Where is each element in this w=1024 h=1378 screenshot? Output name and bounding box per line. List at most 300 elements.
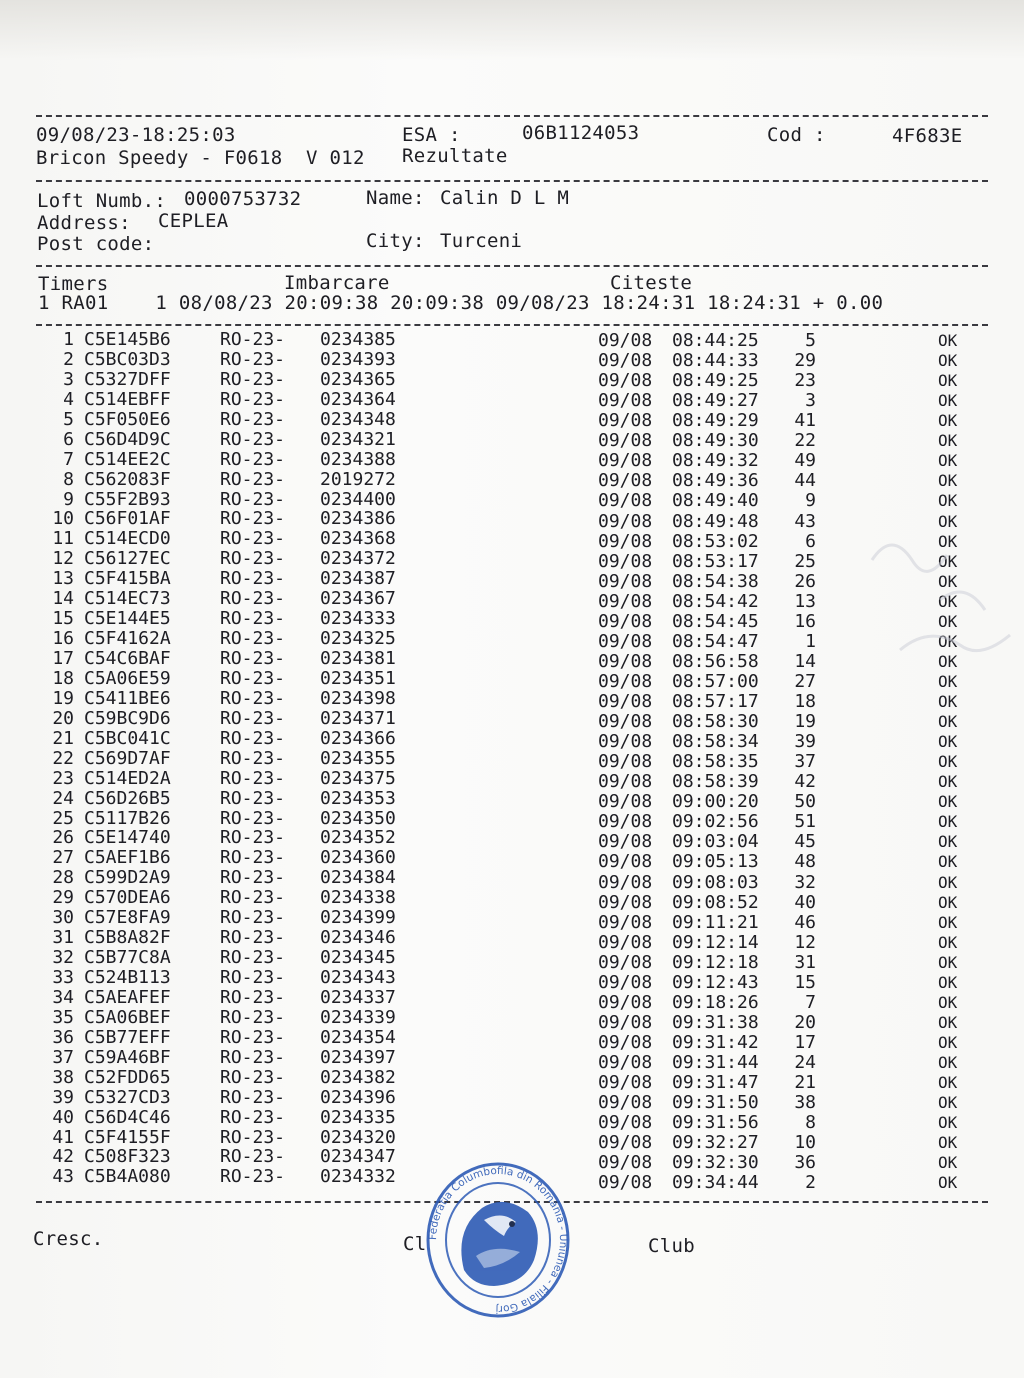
- table-row: [0, 608, 1024, 632]
- arrival-date: 09/08: [598, 610, 653, 632]
- table-row: [0, 390, 1024, 410]
- table-row: [0, 1026, 1024, 1053]
- chip-code: C5BC041C: [84, 727, 171, 749]
- arrival-date: 09/08: [598, 1132, 653, 1154]
- ring-prefix: RO-23-: [220, 927, 286, 949]
- basket-position: 37: [794, 751, 816, 773]
- table-row: [0, 827, 1024, 853]
- basket-position: 49: [794, 450, 816, 472]
- table-row: [0, 687, 1024, 713]
- basket-position: 24: [794, 1052, 816, 1074]
- arrival-date: 09/08: [598, 711, 653, 733]
- chip-code: C508F323: [84, 1146, 171, 1168]
- row-number: 20: [52, 707, 74, 729]
- chip-code: C56D4D9C: [84, 428, 171, 450]
- ring-prefix: RO-23-: [220, 867, 286, 889]
- arrival-time: 08:58:39: [672, 771, 759, 793]
- ring-prefix: RO-23-: [220, 628, 286, 650]
- ring-prefix: RO-23-: [220, 528, 286, 550]
- status-ok: OK: [938, 651, 958, 671]
- arrival-time: 08:49:30: [672, 430, 759, 452]
- chip-code: C5AEF1B6: [84, 847, 171, 869]
- pigeon-icon: [461, 1202, 537, 1286]
- ring-prefix: RO-23-: [220, 428, 286, 450]
- table-row: [0, 568, 1024, 592]
- arrival-time: 09:12:14: [672, 931, 759, 953]
- arrival-time: 09:18:26: [672, 991, 759, 1013]
- chip-code: C562083F: [84, 468, 171, 490]
- ring-prefix: RO-23-: [220, 767, 286, 789]
- table-row: [0, 847, 1024, 873]
- ring-serial: 0234387: [320, 568, 396, 590]
- chip-code: C599D2A9: [84, 867, 171, 889]
- chip-code: C5E14740: [84, 827, 171, 849]
- ring-prefix: RO-23-: [220, 847, 286, 869]
- arrival-date: 09/08: [598, 791, 653, 813]
- arrival-date: 09/08: [598, 490, 653, 512]
- status-ok: OK: [938, 571, 958, 591]
- chip-code: C59A46BF: [84, 1046, 171, 1068]
- row-number: 8: [63, 468, 74, 490]
- imbarcare-label: Imbarcare: [284, 272, 390, 294]
- row-number: 39: [52, 1086, 74, 1108]
- chip-code: C55F2B93: [84, 488, 171, 510]
- chip-code: C5F4162A: [84, 628, 171, 650]
- chip-code: C5327DFF: [84, 368, 171, 390]
- status-ok: OK: [938, 471, 958, 491]
- table-row: [0, 747, 1024, 773]
- chip-code: C514EE2C: [84, 448, 171, 470]
- ring-prefix: RO-23-: [220, 727, 286, 749]
- arrival-date: 09/08: [598, 530, 653, 552]
- arrival-time: 09:31:38: [672, 1011, 759, 1033]
- status-ok: OK: [938, 1093, 958, 1113]
- status-ok: OK: [938, 491, 958, 511]
- table-row: [0, 887, 1024, 913]
- status-ok: OK: [938, 912, 958, 932]
- row-number: 9: [63, 488, 74, 510]
- basket-position: 13: [794, 590, 816, 612]
- arrival-time: 08:58:35: [672, 751, 759, 773]
- row-number: 2: [63, 348, 74, 370]
- row-number: 12: [52, 548, 74, 570]
- row-number: 42: [52, 1146, 74, 1168]
- status-ok: OK: [938, 391, 958, 411]
- status-ok: OK: [938, 511, 958, 531]
- arrival-time: 09:08:03: [672, 871, 759, 893]
- ring-prefix: RO-23-: [220, 1006, 286, 1028]
- chip-code: C52FDD65: [84, 1066, 171, 1088]
- table-row: [0, 1086, 1024, 1114]
- basket-position: 23: [794, 370, 816, 392]
- ring-serial: 2019272: [320, 468, 396, 490]
- ring-serial: 0234400: [320, 488, 396, 510]
- arrival-date: 09/08: [598, 1011, 653, 1033]
- row-number: 27: [52, 847, 74, 869]
- chip-code: C57E8FA9: [84, 907, 171, 929]
- ring-prefix: RO-23-: [220, 967, 286, 988]
- row-number: 34: [52, 986, 74, 1008]
- arrival-time: 08:54:38: [672, 570, 759, 592]
- status-ok: OK: [938, 1012, 958, 1032]
- row-number: 40: [52, 1106, 74, 1128]
- row-number: 1: [63, 329, 74, 350]
- table-row: [0, 648, 1024, 672]
- table-row: [0, 1126, 1024, 1154]
- basket-position: 12: [794, 931, 816, 953]
- status-ok: OK: [938, 591, 958, 611]
- ring-prefix: RO-23-: [220, 1046, 286, 1068]
- status-ok: OK: [938, 551, 958, 571]
- arrival-date: 09/08: [598, 691, 653, 713]
- basket-position: 14: [794, 650, 816, 672]
- city-label: City:: [366, 230, 425, 252]
- esa-label: ESA :: [402, 124, 461, 146]
- city-value: Turceni: [440, 230, 523, 252]
- arrival-time: 09:11:21: [672, 911, 759, 933]
- ring-serial: 0234398: [320, 687, 396, 709]
- arrival-date: 09/08: [598, 390, 653, 412]
- chip-code: C5F415BA: [84, 568, 171, 590]
- chip-code: C5B77C8A: [84, 947, 171, 969]
- row-number: 36: [52, 1026, 74, 1048]
- arrival-time: 09:31:42: [672, 1032, 759, 1053]
- timer-line: 1 RA01 1 08/08/23 20:09:38 20:09:38 09/08/23 18:24:31 18:24:31 + 0.00: [38, 292, 884, 314]
- arrival-time: 08:58:30: [672, 711, 759, 733]
- basket-position: 39: [794, 731, 816, 753]
- ring-prefix: RO-23-: [220, 667, 286, 689]
- arrival-time: 08:49:40: [672, 490, 759, 512]
- arrival-date: 09/08: [598, 871, 653, 893]
- arrival-time: 09:05:13: [672, 851, 759, 873]
- basket-position: 9: [805, 490, 816, 512]
- status-ok: OK: [938, 812, 958, 832]
- print-datetime: 09/08/23-18:25:03: [36, 124, 236, 146]
- ring-serial: 0234346: [320, 927, 396, 949]
- table-row: [0, 508, 1024, 532]
- status-ok: OK: [938, 752, 958, 772]
- basket-position: 45: [794, 831, 816, 853]
- cod-label: Cod :: [767, 124, 826, 146]
- divider-header: [36, 180, 988, 182]
- status-ok: OK: [938, 451, 958, 471]
- status-ok: OK: [938, 331, 958, 350]
- table-row: [0, 867, 1024, 893]
- arrival-time: 09:32:27: [672, 1132, 759, 1154]
- basket-position: 48: [794, 851, 816, 873]
- basket-position: 2: [805, 1172, 816, 1194]
- arrival-date: 09/08: [598, 1032, 653, 1053]
- chip-code: C514EC73: [84, 588, 171, 610]
- row-number: 10: [52, 508, 74, 530]
- ring-serial: 0234338: [320, 887, 396, 909]
- basket-position: 19: [794, 711, 816, 733]
- arrival-date: 09/08: [598, 811, 653, 833]
- row-number: 13: [52, 568, 74, 590]
- ring-prefix: RO-23-: [220, 468, 286, 490]
- arrival-time: 09:00:20: [672, 791, 759, 813]
- ring-serial: 0234375: [320, 767, 396, 789]
- chip-code: C5A06BEF: [84, 1006, 171, 1028]
- ring-prefix: RO-23-: [220, 1086, 286, 1108]
- ring-prefix: RO-23-: [220, 1106, 286, 1128]
- chip-code: C5B8A82F: [84, 927, 171, 949]
- status-ok: OK: [938, 772, 958, 792]
- ring-prefix: RO-23-: [220, 787, 286, 809]
- ring-serial: 0234381: [320, 648, 396, 669]
- status-ok: OK: [938, 1073, 958, 1093]
- ring-serial: 0234321: [320, 428, 396, 450]
- status-ok: OK: [938, 371, 958, 391]
- ring-prefix: RO-23-: [220, 1166, 286, 1188]
- arrival-date: 09/08: [598, 430, 653, 452]
- basket-position: 7: [805, 991, 816, 1013]
- ring-serial: 0234367: [320, 588, 396, 610]
- arrival-time: 08:49:25: [672, 370, 759, 392]
- arrival-time: 09:31:47: [672, 1072, 759, 1094]
- row-number: 29: [52, 887, 74, 909]
- ring-prefix: RO-23-: [220, 408, 286, 430]
- basket-position: 17: [794, 1032, 816, 1053]
- arrival-date: 09/08: [598, 470, 653, 492]
- arrival-date: 09/08: [598, 971, 653, 993]
- status-ok: OK: [938, 692, 958, 712]
- status-ok: OK: [938, 611, 958, 631]
- results-table: [0, 329, 1024, 1194]
- arrival-time: 09:32:30: [672, 1152, 759, 1174]
- table-row: [0, 628, 1024, 652]
- arrival-time: 08:54:45: [672, 610, 759, 632]
- chip-code: C5F4155F: [84, 1126, 171, 1148]
- post-code-label: Post code:: [37, 233, 155, 255]
- table-row: [0, 986, 1024, 1013]
- ring-prefix: RO-23-: [220, 986, 286, 1008]
- basket-position: 50: [794, 791, 816, 813]
- arrival-date: 09/08: [598, 1112, 653, 1134]
- arrival-date: 09/08: [598, 550, 653, 572]
- status-ok: OK: [938, 712, 958, 732]
- basket-position: 1: [805, 630, 816, 652]
- table-row: [0, 588, 1024, 612]
- chip-code: C5A06E59: [84, 667, 171, 689]
- status-ok: OK: [938, 872, 958, 892]
- basket-position: 27: [794, 670, 816, 692]
- ring-prefix: RO-23-: [220, 508, 286, 530]
- basket-position: 22: [794, 430, 816, 452]
- basket-position: 41: [794, 410, 816, 432]
- arrival-date: 09/08: [598, 911, 653, 933]
- arrival-time: 09:31:44: [672, 1052, 759, 1074]
- basket-position: 10: [794, 1132, 816, 1154]
- status-ok: OK: [938, 852, 958, 872]
- row-number: 41: [52, 1126, 74, 1148]
- stamp-text: Federatia Columbofila din Romania - Uniunea - Filiala Gorj: [426, 1164, 570, 1316]
- cl-label: Cl: [403, 1233, 427, 1255]
- ring-serial: 0234352: [320, 827, 396, 849]
- ring-prefix: RO-23-: [220, 1026, 286, 1048]
- chip-code: C514ED2A: [84, 767, 171, 789]
- ring-serial: 0234337: [320, 986, 396, 1008]
- status-ok: OK: [938, 351, 958, 371]
- chip-code: C5411BE6: [84, 687, 171, 709]
- arrival-date: 09/08: [598, 751, 653, 773]
- arrival-date: 09/08: [598, 1152, 653, 1174]
- chip-code: C59BC9D6: [84, 707, 171, 729]
- arrival-time: 09:02:56: [672, 811, 759, 833]
- table-row: [0, 370, 1024, 390]
- arrival-date: 09/08: [598, 891, 653, 913]
- ring-prefix: RO-23-: [220, 1126, 286, 1148]
- table-row: [0, 350, 1024, 370]
- status-ok: OK: [938, 932, 958, 952]
- basket-position: 21: [794, 1072, 816, 1094]
- ring-serial: 0234397: [320, 1046, 396, 1068]
- chip-code: C54C6BAF: [84, 648, 171, 669]
- cod-value: 4F683E: [892, 125, 963, 147]
- table-row: [0, 727, 1024, 753]
- chip-code: C5B77EFF: [84, 1026, 171, 1048]
- table-row: [0, 330, 1024, 350]
- arrival-time: 08:44:33: [672, 350, 759, 372]
- arrival-time: 08:54:47: [672, 630, 759, 652]
- arrival-date: 09/08: [598, 410, 653, 432]
- ring-prefix: RO-23-: [220, 348, 286, 370]
- name-label: Name:: [366, 187, 425, 209]
- arrival-time: 08:49:27: [672, 390, 759, 412]
- arrival-date: 09/08: [598, 1092, 653, 1114]
- ring-serial: 0234393: [320, 348, 396, 370]
- chip-code: C56D26B5: [84, 787, 171, 809]
- table-row: [0, 907, 1024, 933]
- table-row: [0, 1066, 1024, 1094]
- basket-position: 18: [794, 691, 816, 713]
- status-ok: OK: [938, 732, 958, 752]
- basket-position: 15: [794, 971, 816, 993]
- arrival-time: 08:44:25: [672, 330, 759, 351]
- row-number: 23: [52, 767, 74, 789]
- chip-code: C56D4C46: [84, 1106, 171, 1128]
- ring-serial: 0234366: [320, 727, 396, 749]
- chip-code: C5B4A080: [84, 1166, 171, 1188]
- status-ok: OK: [938, 792, 958, 812]
- arrival-date: 09/08: [598, 630, 653, 652]
- row-number: 38: [52, 1066, 74, 1088]
- row-number: 4: [63, 388, 74, 410]
- row-number: 21: [52, 727, 74, 749]
- ring-prefix: RO-23-: [220, 907, 286, 929]
- status-ok: OK: [938, 431, 958, 451]
- chip-code: C5E145B6: [84, 329, 171, 350]
- divider-loft: [36, 265, 988, 267]
- ring-prefix: RO-23-: [220, 608, 286, 630]
- row-number: 15: [52, 608, 74, 630]
- basket-position: 3: [805, 390, 816, 412]
- ring-prefix: RO-23-: [220, 887, 286, 909]
- arrival-date: 09/08: [598, 1172, 653, 1194]
- table-row: [0, 967, 1024, 993]
- table-row: [0, 548, 1024, 572]
- row-number: 19: [52, 687, 74, 709]
- basket-position: 32: [794, 871, 816, 893]
- ring-serial: 0234385: [320, 329, 396, 350]
- row-number: 16: [52, 628, 74, 650]
- ring-serial: 0234345: [320, 947, 396, 969]
- ring-serial: 0234384: [320, 867, 396, 889]
- table-row: [0, 490, 1024, 510]
- device-info: Bricon Speedy - F0618 V 012: [36, 147, 365, 169]
- arrival-time: 08:53:17: [672, 550, 759, 572]
- divider-timers: [36, 324, 988, 326]
- divider-top: [36, 115, 988, 117]
- status-ok: OK: [938, 1133, 958, 1153]
- arrival-date: 09/08: [598, 831, 653, 853]
- arrival-time: 09:12:18: [672, 951, 759, 973]
- table-row: [0, 430, 1024, 450]
- ring-prefix: RO-23-: [220, 827, 286, 849]
- arrival-date: 09/08: [598, 330, 653, 351]
- ring-serial: 0234372: [320, 548, 396, 570]
- address-label: Address:: [37, 212, 131, 234]
- citeste-label: Citeste: [610, 272, 693, 294]
- row-number: 11: [52, 528, 74, 550]
- ring-serial: 0234364: [320, 388, 396, 410]
- basket-position: 38: [794, 1092, 816, 1114]
- ring-prefix: RO-23-: [220, 548, 286, 570]
- table-row: [0, 528, 1024, 552]
- basket-position: 40: [794, 891, 816, 913]
- status-ok: OK: [938, 832, 958, 852]
- ring-prefix: RO-23-: [220, 648, 286, 669]
- ring-serial: 0234339: [320, 1006, 396, 1028]
- ring-prefix: RO-23-: [220, 588, 286, 610]
- ring-serial: 0234320: [320, 1126, 396, 1148]
- ring-serial: 0234355: [320, 747, 396, 769]
- ring-serial: 0234351: [320, 667, 396, 689]
- table-row: [0, 1046, 1024, 1074]
- row-number: 43: [52, 1166, 74, 1188]
- status-ok: OK: [938, 671, 958, 691]
- arrival-time: 08:49:48: [672, 510, 759, 532]
- basket-position: 5: [805, 330, 816, 351]
- arrival-date: 09/08: [598, 731, 653, 753]
- basket-position: 6: [805, 530, 816, 552]
- status-ok: OK: [938, 1173, 958, 1193]
- row-number: 3: [63, 368, 74, 390]
- arrival-time: 08:58:34: [672, 731, 759, 753]
- ring-serial: 0234354: [320, 1026, 396, 1048]
- arrival-time: 08:53:02: [672, 530, 759, 552]
- row-number: 22: [52, 747, 74, 769]
- arrival-date: 09/08: [598, 370, 653, 392]
- row-number: 32: [52, 947, 74, 969]
- ring-serial: 0234335: [320, 1106, 396, 1128]
- status-ok: OK: [938, 1053, 958, 1073]
- ring-serial: 0234388: [320, 448, 396, 470]
- row-number: 14: [52, 588, 74, 610]
- ring-serial: 0234353: [320, 787, 396, 809]
- row-number: 37: [52, 1046, 74, 1068]
- chip-code: C5BC03D3: [84, 348, 171, 370]
- table-row: [0, 947, 1024, 973]
- chip-code: C56F01AF: [84, 508, 171, 530]
- status-ok: OK: [938, 992, 958, 1012]
- basket-position: 44: [794, 470, 816, 492]
- ring-serial: 0234350: [320, 807, 396, 829]
- chip-code: C5AEAFEF: [84, 986, 171, 1008]
- ring-prefix: RO-23-: [220, 1066, 286, 1088]
- status-ok: OK: [938, 1153, 958, 1173]
- arrival-date: 09/08: [598, 670, 653, 692]
